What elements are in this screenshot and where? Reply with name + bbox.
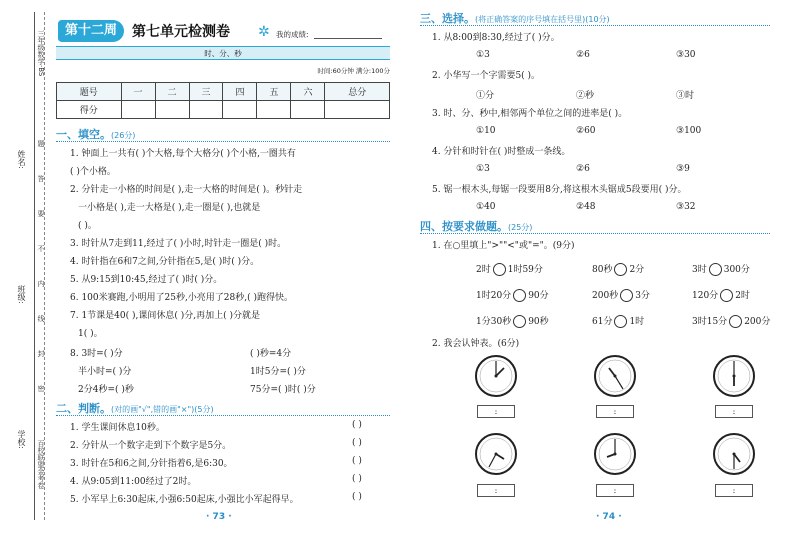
question-line: 5. 从9:15到10:45,经过了( )时( )分。 <box>70 275 223 285</box>
judge-item: 3. 时针在5和6之间,分针指着6,是6:30。 <box>70 459 233 469</box>
compare-left: 1时20分 <box>476 291 512 301</box>
compare-right: 2时 <box>735 291 750 301</box>
question-line: 1. 在○里填上">""<"或"="。(9分) <box>432 241 575 251</box>
choice-option[interactable]: ①10 <box>476 126 496 136</box>
section-title <box>420 218 532 234</box>
compare-circle[interactable] <box>720 289 733 302</box>
score-cell[interactable] <box>291 101 325 119</box>
cut-label: 不 <box>37 245 45 252</box>
choice-option[interactable]: ③32 <box>676 202 696 212</box>
page-number: · 73 · <box>206 512 232 522</box>
compare-item <box>592 314 644 328</box>
section-divider <box>420 233 770 234</box>
section-divider <box>56 415 390 416</box>
table-cell: 得分 <box>57 101 122 119</box>
compare-right: 1时59分 <box>507 265 543 275</box>
compare-right: 2分 <box>629 265 645 275</box>
section-title <box>420 10 610 26</box>
clock-face-icon <box>712 354 756 398</box>
choice-option[interactable]: ①3 <box>476 50 490 60</box>
conversion-item: 1时5分=( )分 <box>250 367 306 377</box>
question-line: 3. 时针从7走到11,经过了( )小时,时针走一圈是( )时。 <box>70 239 287 249</box>
choice-question: 2. 小华写一个字需要5( )。 <box>432 71 541 81</box>
question-line: 4. 时针指在6和7之间,分针指在5,是( )时( )分。 <box>70 257 260 267</box>
compare-right: 90分 <box>528 291 549 301</box>
clock-face-icon <box>712 432 756 476</box>
compare-item <box>692 262 750 276</box>
compare-circle[interactable] <box>709 263 722 276</box>
footer-label: 百校联盟金考卷 <box>37 440 45 489</box>
choice-option[interactable]: ②6 <box>576 50 590 60</box>
question-line: ( )。 <box>78 221 97 231</box>
score-label: 我的成绩: <box>276 30 309 39</box>
question-line: 6. 100米赛跑,小明用了25秒,小亮用了28秒,( )跑得快。 <box>70 293 293 303</box>
section-note: (26分) <box>111 131 136 140</box>
score-field[interactable] <box>314 38 382 39</box>
judge-item: 2. 分针从一个数字走到下个数字是5分。 <box>70 441 232 451</box>
compare-circle[interactable] <box>493 263 506 276</box>
judge-item: 5. 小军早上6:30起床,小强6:50起床,小强比小军起得早。 <box>70 495 299 505</box>
judge-item: 4. 从9:05到11:00经过了2时。 <box>70 477 197 487</box>
section-title <box>56 400 214 416</box>
compare-circle[interactable] <box>620 289 633 302</box>
time-answer-box[interactable]: : <box>477 484 515 497</box>
conversion-item: 半小时=( )分 <box>78 367 132 377</box>
choice-question: 3. 时、分、秒中,相邻两个单位之间的进率是( )。 <box>432 109 628 119</box>
section-title-text: 四、按要求做题。 <box>420 220 508 233</box>
choice-option[interactable]: ③30 <box>676 50 696 60</box>
compare-left: 200秒 <box>592 291 619 301</box>
compare-right: 200分 <box>744 317 771 327</box>
answer-paren[interactable]: ( ) <box>352 456 362 466</box>
table-cell: 四 <box>223 83 257 101</box>
compare-item <box>592 288 650 302</box>
compare-left: 61分 <box>592 317 613 327</box>
score-cell[interactable] <box>189 101 223 119</box>
cut-label: 线 <box>37 315 45 322</box>
compare-circle[interactable] <box>513 289 526 302</box>
cut-label: 要 <box>37 210 45 217</box>
table-cell: 题号 <box>57 83 122 101</box>
compare-left: 3时 <box>692 265 707 275</box>
score-cell[interactable] <box>257 101 291 119</box>
table-row <box>57 83 390 101</box>
choice-question: 4. 分针和时针在( )时整成一条线。 <box>432 147 571 157</box>
school-label: 学校: <box>17 430 26 449</box>
question-line: 2. 我会认钟表。(6分) <box>432 339 520 349</box>
score-cell[interactable] <box>121 101 155 119</box>
choice-option[interactable]: ②秒 <box>576 91 595 101</box>
question-line: 2. 分针走一小格的时间是( ),走一大格的时间是( )。秒针走 <box>70 185 303 195</box>
choice-option[interactable]: ①分 <box>476 91 495 101</box>
name-label: 姓名: <box>17 150 26 169</box>
compare-left: 120分 <box>692 291 719 301</box>
clock-face-icon <box>474 432 518 476</box>
table-cell: 二 <box>155 83 189 101</box>
conversion-item: 75分=( )时( )分 <box>250 385 316 395</box>
compare-item <box>476 262 543 276</box>
section-divider <box>420 25 770 26</box>
compare-item <box>476 288 549 302</box>
cut-label: 题 <box>37 140 45 147</box>
section-title-text: 二、判断。 <box>56 402 111 415</box>
compare-item <box>692 288 750 302</box>
clock-face-icon <box>474 354 518 398</box>
choice-option[interactable]: ①40 <box>476 202 496 212</box>
question-line: 7. 1节课是40( ),课间休息( )分,再加上( )分就是 <box>70 311 260 321</box>
compare-circle[interactable] <box>614 315 627 328</box>
grade-label: 三年级数学·BS <box>37 30 45 77</box>
cut-label: 答 <box>37 175 45 182</box>
time-answer-box[interactable]: : <box>715 484 753 497</box>
score-table <box>56 82 390 119</box>
table-cell: 三 <box>189 83 223 101</box>
choice-option[interactable]: ③9 <box>676 164 690 174</box>
class-label: 班级: <box>17 285 26 304</box>
clock-face-icon <box>593 432 637 476</box>
score-cell[interactable] <box>223 101 257 119</box>
subtitle-bar: 时、分、秒 <box>56 46 390 60</box>
table-row <box>57 101 390 119</box>
compare-left: 1分30秒 <box>476 317 512 327</box>
conversion-item: ( )秒=4分 <box>250 349 292 359</box>
answer-paren[interactable]: ( ) <box>352 474 362 484</box>
question-line: 一小格是( ),走一大格是( ),走一圈是( ),也就是 <box>78 203 261 213</box>
section-title-text: 三、选择。 <box>420 12 475 25</box>
week-tag: 第十二周 <box>58 20 124 42</box>
time-answer-box[interactable]: : <box>596 405 634 418</box>
judge-item: 1. 学生课间休息10秒。 <box>70 423 165 433</box>
section-note: (将正确答案的序号填在括号里)(10分) <box>475 15 610 24</box>
page-number: · 74 · <box>596 512 622 522</box>
question-line: 1. 钟面上一共有( )个大格,每个大格分( )个小格,一圈共有 <box>70 149 296 159</box>
compare-right: 300分 <box>723 265 750 275</box>
page-title: 第七单元检测卷 <box>132 24 230 40</box>
choice-option[interactable]: ②48 <box>576 202 596 212</box>
score-cell[interactable] <box>155 101 189 119</box>
section-title <box>56 126 135 142</box>
clock-face-icon <box>593 354 637 398</box>
choice-question: 5. 锯一根木头,每锯一段要用8分,将这根木头锯成5段要用( )分。 <box>432 185 687 195</box>
compare-circle[interactable] <box>614 263 627 276</box>
answer-paren[interactable]: ( ) <box>352 438 362 448</box>
time-info: 时间:60分钟 满分:100分 <box>317 67 390 75</box>
table-cell: 五 <box>257 83 291 101</box>
compare-circle[interactable] <box>729 315 742 328</box>
conversion-item: 2分4秒=( )秒 <box>78 385 134 395</box>
choice-option[interactable]: ②6 <box>576 164 590 174</box>
section-divider <box>56 141 390 142</box>
compare-circle[interactable] <box>513 315 526 328</box>
table-cell: 总分 <box>325 83 390 101</box>
compare-right: 90秒 <box>528 317 549 327</box>
cut-label: 密 <box>37 385 45 392</box>
question-line: 1( )。 <box>78 329 103 339</box>
compare-left: 80秒 <box>592 265 613 275</box>
compare-item <box>476 314 549 328</box>
time-answer-box[interactable]: : <box>596 484 634 497</box>
question-line: ( )个小格。 <box>70 167 116 177</box>
compare-left: 2时 <box>476 265 491 275</box>
answer-paren[interactable]: ( ) <box>352 420 362 430</box>
section-title-text: 一、填空。 <box>56 128 111 141</box>
section-note: (对的画"√",错的画"×")(5分) <box>111 405 214 414</box>
compare-right: 1时 <box>629 317 645 327</box>
choice-option[interactable]: ①3 <box>476 164 490 174</box>
choice-option[interactable]: ③100 <box>676 126 702 136</box>
compare-item <box>592 262 644 276</box>
choice-option[interactable]: ②60 <box>576 126 596 136</box>
time-answer-box[interactable]: : <box>715 405 753 418</box>
answer-paren[interactable]: ( ) <box>352 492 362 502</box>
table-cell: 六 <box>291 83 325 101</box>
star-icon: ✲ <box>258 24 270 40</box>
compare-item <box>692 314 770 328</box>
compare-left: 3时15分 <box>692 317 728 327</box>
cut-label: 封 <box>37 350 45 357</box>
choice-question: 1. 从8:00到8:30,经过了( )分。 <box>432 33 560 43</box>
table-cell: 一 <box>121 83 155 101</box>
choice-option[interactable]: ③时 <box>676 91 695 101</box>
section-note: (25分) <box>508 223 533 232</box>
time-answer-box[interactable]: : <box>477 405 515 418</box>
conversion-item: 8. 3时=( )分 <box>70 349 123 359</box>
compare-right: 3分 <box>635 291 650 301</box>
cut-label: 内 <box>37 280 45 287</box>
binding-line <box>34 12 35 520</box>
score-cell[interactable] <box>325 101 390 119</box>
